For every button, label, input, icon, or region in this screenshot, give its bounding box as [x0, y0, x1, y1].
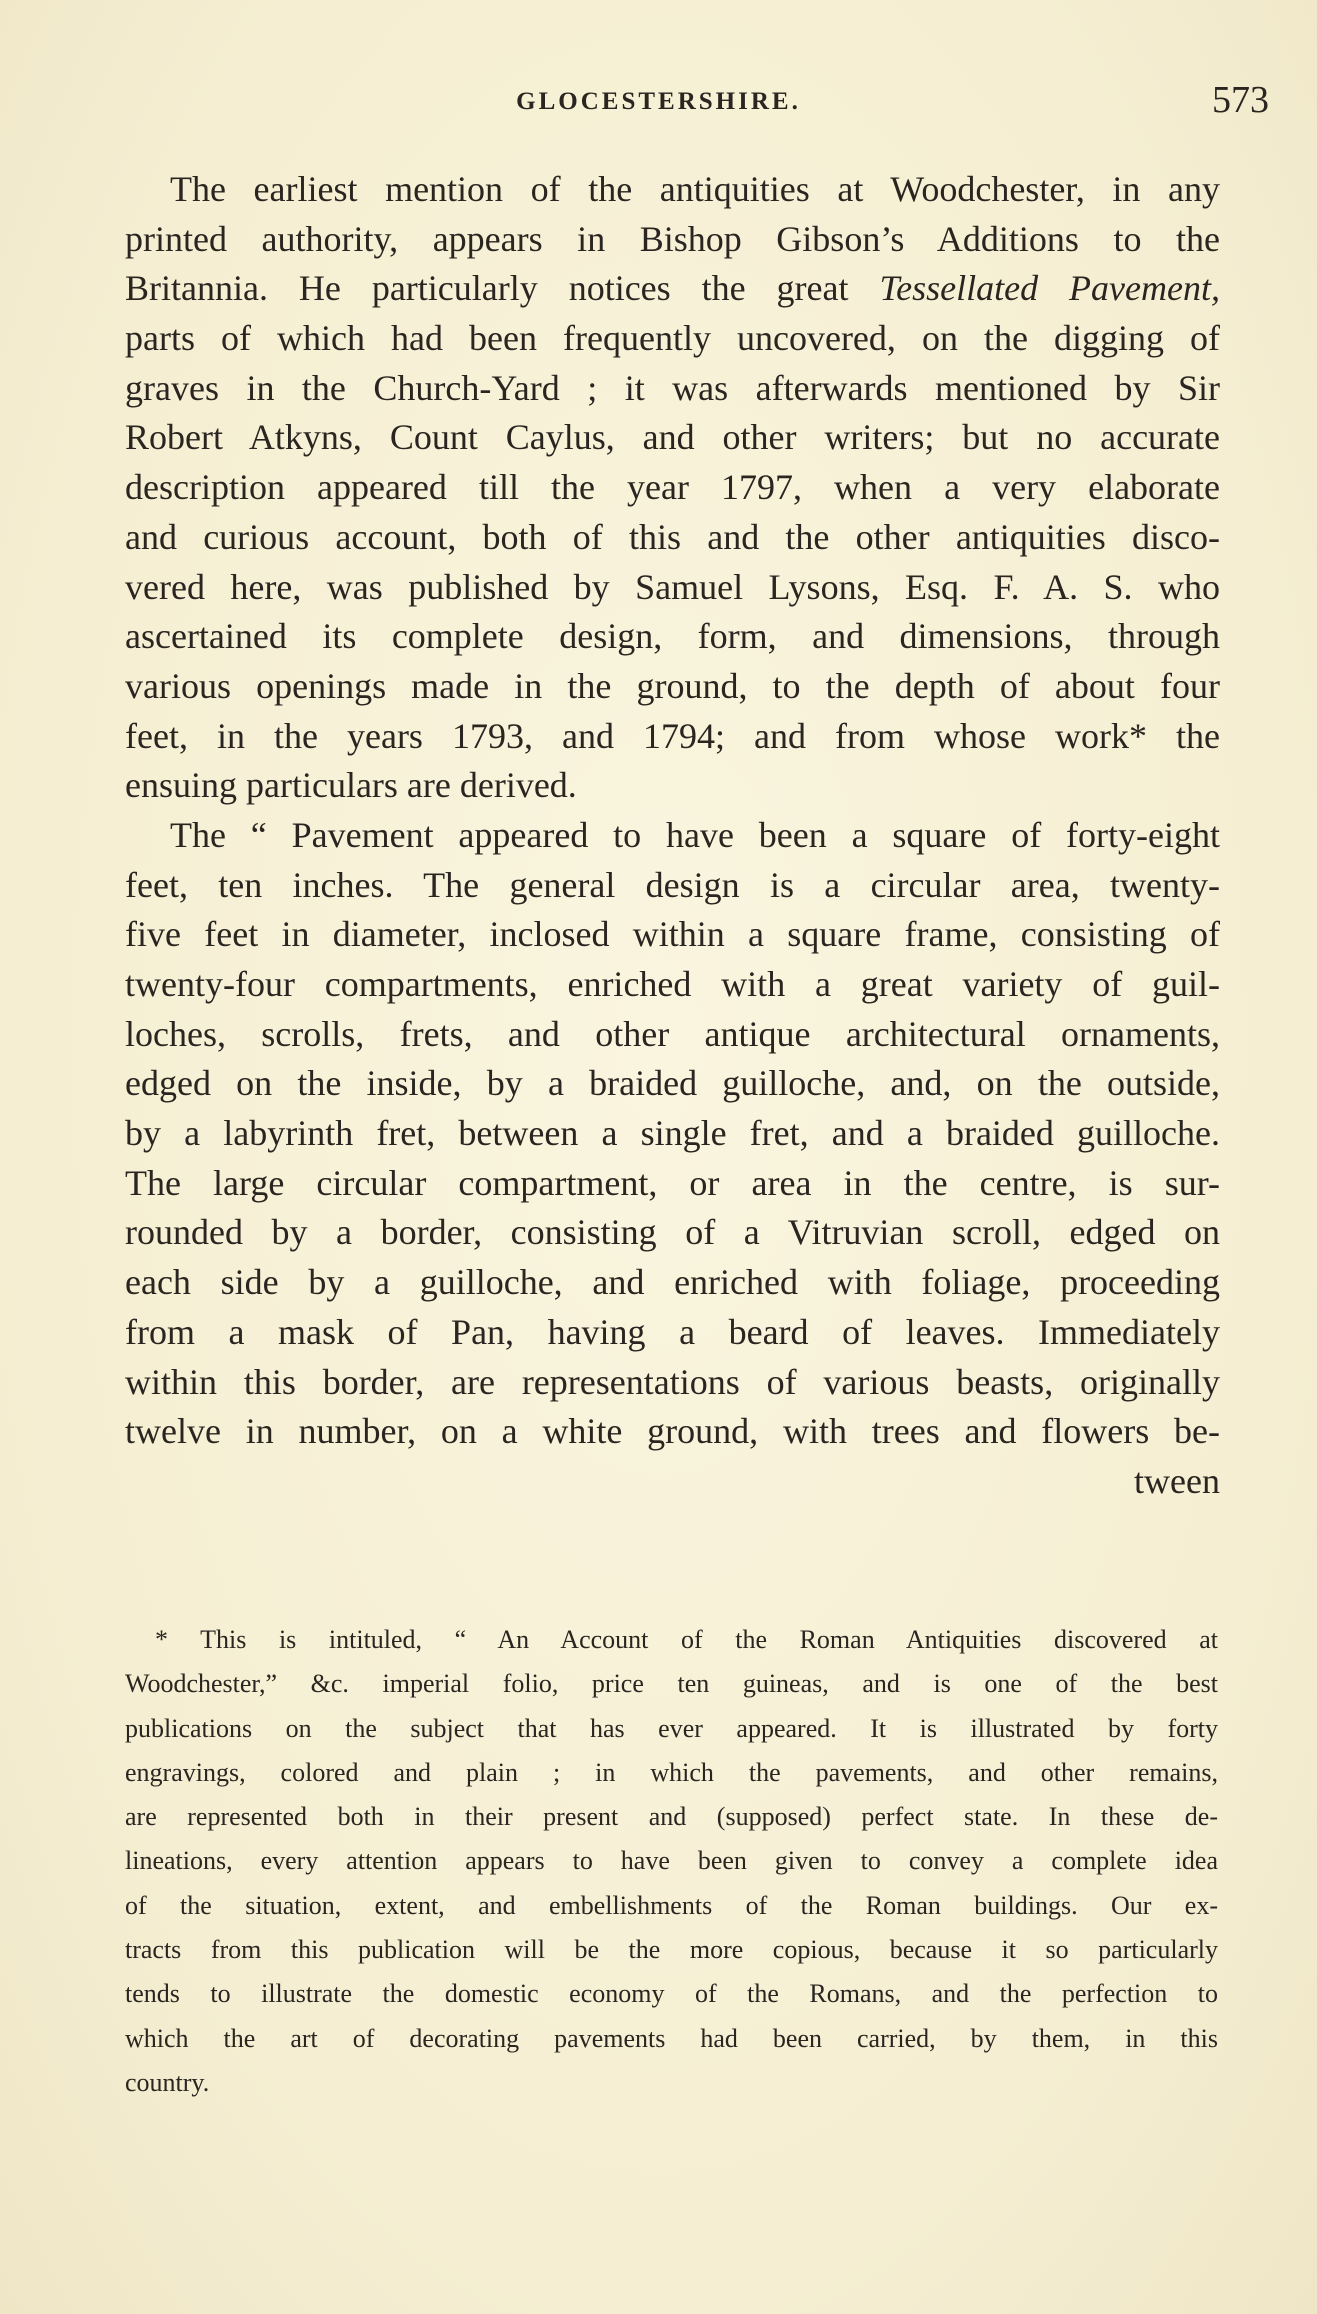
- body-line: [125, 1407, 1220, 1457]
- footnote-line-text: country.: [125, 2067, 210, 2097]
- body-line: [125, 811, 1220, 861]
- body-line-text: The large circular compartment, or area in the centre, is sur-: [125, 1162, 1220, 1203]
- body-line: [125, 1109, 1220, 1159]
- body-line: [125, 1010, 1220, 1060]
- body-line-text: each side by a guilloche, and enriched with foliage, proceeding: [125, 1262, 1220, 1303]
- footnote-line-text: engravings, colored and plain ; in which the pavements, and other remains,: [125, 1757, 1218, 1787]
- body-line-italic-text: Tessellated Pavement,: [879, 268, 1220, 309]
- footnote-line: [125, 2017, 1218, 2061]
- body-line: [125, 761, 1220, 811]
- body-line-text: five feet in diameter, inclosed within a square frame, consisting of: [125, 914, 1220, 955]
- body-line-text: description appeared till the year 1797, when a very elaborate: [125, 467, 1220, 508]
- footnote-line-text: tends to illustrate the domestic economy of the Romans, and the perfection to: [125, 1979, 1218, 2009]
- body-line: [125, 165, 1220, 215]
- footnote-line-text: are represented both in their present and (supposed) perfect state. In these de-: [125, 1802, 1218, 1832]
- body-line: [125, 861, 1220, 911]
- body-line-text: printed authority, appears in Bishop Gibson’s Additions to the: [125, 218, 1220, 259]
- body-line: [125, 1457, 1220, 1507]
- body-line-text: by a labyrinth fret, between a single fret, and a braided guilloche.: [125, 1113, 1220, 1154]
- footnote-line-text: lineations, every attention appears to have been given to convey a complete idea: [125, 1846, 1218, 1876]
- running-title: GLOCESTERSHIRE.: [516, 88, 801, 115]
- footnote-line: [125, 1795, 1218, 1839]
- body-line-text: feet, in the years 1793, and 1794; and from whose work* the: [125, 715, 1220, 756]
- body-line-text: twelve in number, on a white ground, with trees and flowers be-: [125, 1411, 1220, 1452]
- body-line: [125, 413, 1220, 463]
- footnote-line: [125, 1839, 1218, 1883]
- body-line-text: The “ Pavement appeared to have been a square of forty-eight: [170, 814, 1220, 855]
- body-line-text: within this border, are representations of various beasts, originally: [125, 1361, 1220, 1402]
- body-line-text: from a mask of Pan, having a beard of leaves. Immediately: [125, 1311, 1220, 1352]
- body-line-text: graves in the Church-Yard ; it was afterwards mentioned by Sir: [125, 367, 1220, 408]
- body-line: [125, 1159, 1220, 1209]
- body-line: [125, 513, 1220, 563]
- body-line-text: loches, scrolls, frets, and other antique architectural ornaments,: [125, 1013, 1220, 1054]
- footnote-line: [125, 1751, 1218, 1795]
- body-line-text: twenty-four compartments, enriched with a great variety of guil-: [125, 964, 1220, 1004]
- body-line: [125, 1258, 1220, 1308]
- footnote-line-text: of the situation, extent, and embellishments of the Roman buildings. Our ex-: [125, 1890, 1218, 1920]
- body-line: [125, 960, 1220, 1010]
- body-line-text: edged on the inside, by a braided guilloche, and, on the outside,: [125, 1063, 1220, 1104]
- body-line-text: The earliest mention of the antiquities at Woodchester, in any: [170, 169, 1220, 209]
- body-line: [125, 563, 1220, 613]
- footnote-line: [125, 1972, 1218, 2016]
- footnote: [125, 1618, 1218, 2105]
- body-line: [125, 910, 1220, 960]
- body-line: [125, 314, 1220, 364]
- footnote-line: [125, 1662, 1218, 1706]
- footnote-line: [125, 1707, 1218, 1751]
- body-line-text: vered here, was published by Samuel Lysons, Esq. F. A. S. who: [125, 566, 1220, 607]
- body-line: [125, 612, 1220, 662]
- body-line-text: ascertained its complete design, form, and dimensions, through: [125, 616, 1220, 657]
- body-line-text: rounded by a border, consisting of a Vitruvian scroll, edged on: [125, 1212, 1220, 1253]
- footnote-line: [125, 1928, 1218, 1972]
- footnote-line: [125, 2061, 1218, 2105]
- body-line: [125, 463, 1220, 513]
- body-line: [125, 1208, 1220, 1258]
- body-line: [125, 1059, 1220, 1109]
- body-line: [125, 712, 1220, 762]
- body-line-text: tween: [1134, 1460, 1220, 1501]
- body-line-text: various openings made in the ground, to the depth of about four: [125, 665, 1220, 706]
- body-line-text: parts of which had been frequently uncovered, on the digging of: [125, 318, 1220, 359]
- body-line-text: Britannia. He particularly notices the great: [125, 268, 880, 309]
- body-line-text: and curious account, both of this and the other antiquities disco-: [125, 516, 1220, 557]
- footnote-line-text: tracts from this publication will be the more copious, because it so particularly: [125, 1935, 1218, 1965]
- body-line: [125, 264, 1220, 314]
- body-line: [125, 1308, 1220, 1358]
- body-line-text: feet, ten inches. The general design is a circular area, twenty-: [125, 864, 1220, 905]
- footnote-line-text: publications on the subject that has ever appeared. It is illustrated by forty: [125, 1713, 1218, 1743]
- footnote-line-text: Woodchester,” &c. imperial folio, price ten guineas, and is one of the best: [125, 1669, 1218, 1699]
- footnote-line: [125, 1618, 1218, 1662]
- body-line: [125, 662, 1220, 712]
- body-line: [125, 1358, 1220, 1408]
- body-line-text: ensuing particulars are derived.: [125, 765, 577, 806]
- body-line: [125, 364, 1220, 414]
- body-line: [125, 215, 1220, 265]
- main-text: [125, 165, 1220, 1507]
- body-line-text: Robert Atkyns, Count Caylus, and other writers; but no accurate: [125, 417, 1220, 458]
- page-number: 573: [1212, 79, 1269, 121]
- footnote-line-text: which the art of decorating pavements had been carried, by them, in this: [125, 2023, 1218, 2053]
- footnote-line: [125, 1884, 1218, 1928]
- footnote-line-text: * This is intituled, “ An Account of the Roman Antiquities discovered at: [155, 1625, 1218, 1654]
